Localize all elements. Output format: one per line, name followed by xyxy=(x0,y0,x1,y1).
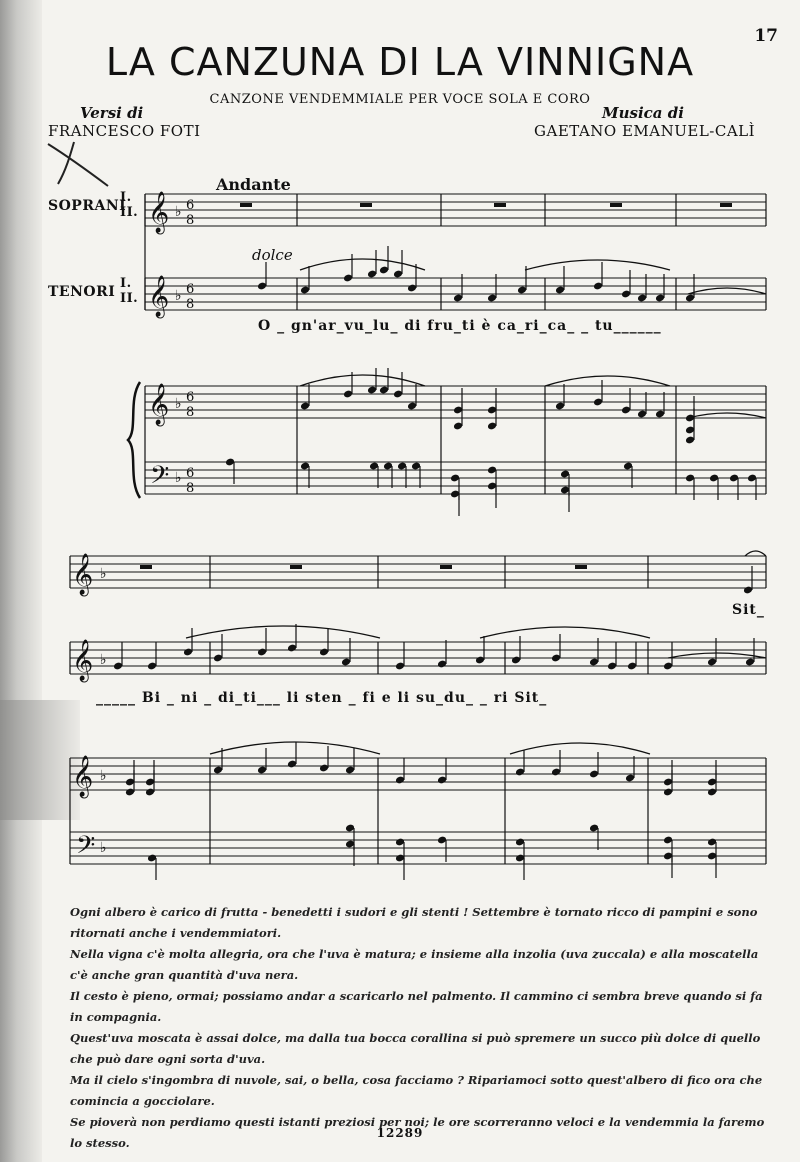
tenori-voices: I. II. xyxy=(120,276,139,306)
treble-clef: 𝄞 xyxy=(72,554,94,595)
lyrics-line-2-top: Sit_ xyxy=(732,602,765,618)
rest xyxy=(610,203,622,207)
treble-clef: 𝄞 xyxy=(148,276,170,317)
composer-name: GAETANO EMANUEL-CALÌ xyxy=(534,122,756,140)
slur xyxy=(668,653,766,658)
translation-paragraph: Nella vigna c'è molta allegria, ora che l'uva è matura; e insieme alla inzolia (uva zuccala) e alla moscatella c'è anche gran quantità d'uva nera. xyxy=(70,947,759,982)
slur xyxy=(688,288,766,294)
key-signature: ♭ xyxy=(100,768,107,784)
soprani-voices: I. II. xyxy=(120,190,139,220)
rest xyxy=(290,565,302,569)
treble-clef: 𝄞 xyxy=(148,384,170,425)
slur xyxy=(480,627,650,638)
rest xyxy=(440,565,452,569)
translation-notes xyxy=(70,902,770,1154)
time-signature: 8 xyxy=(186,213,195,228)
time-signature: 6 xyxy=(186,466,195,481)
tenori-label: TENORI xyxy=(48,284,116,300)
piano-brace xyxy=(128,382,140,498)
slur xyxy=(510,743,650,754)
dynamic-marking: dolce xyxy=(252,246,293,264)
time-signature: 8 xyxy=(186,405,195,420)
soprani-label: SOPRANI xyxy=(48,198,127,214)
time-signature: 8 xyxy=(186,297,195,312)
lyricist-name: FRANCESCO FOTI xyxy=(48,122,201,140)
key-signature: ♭ xyxy=(175,396,182,412)
lyricist-label: Versi di xyxy=(80,104,144,122)
lyrics-line-1: O _ gn'ar_vu_lu_ di fru_ti è ca_ri_ca_ _ tu______ xyxy=(258,318,662,334)
lyrics-line-2: _____ Bi _ ni _ di_ti___ li sten _ fi e li su_du_ _ ri Sit_ xyxy=(96,690,548,706)
translation-paragraph: Il cesto è pieno, ormai; possiamo andar a scaricarlo nel palmento. Il cammino ci sembra breve quando si fa in compagnia. xyxy=(70,989,763,1024)
key-signature: ♭ xyxy=(175,470,182,486)
time-signature: 6 xyxy=(186,198,195,213)
time-signature: 6 xyxy=(186,390,195,405)
composer-label: Musica di xyxy=(602,104,684,122)
slur xyxy=(186,626,380,638)
slur xyxy=(300,259,425,270)
translation-paragraph: Ma il cielo s'ingombra di nuvole, sai, o bella, cosa facciamo ? Ripariamoci sotto quest'albero di fico ora che comincia a gocciolare. xyxy=(70,1073,763,1108)
rest xyxy=(575,565,587,569)
bass-clef: 𝄢 xyxy=(76,831,96,866)
rest xyxy=(720,203,732,207)
key-signature: ♭ xyxy=(100,652,107,668)
time-signature: 6 xyxy=(186,282,195,297)
slur xyxy=(300,375,425,386)
rest xyxy=(360,203,372,207)
page-number: 17 xyxy=(754,26,778,46)
translation-paragraph: Quest'uva moscata è assai dolce, ma dalla tua bocca corallina si può spremere un succo più dolce di quello che può dare ogni sorta d'uva. xyxy=(70,1031,761,1066)
slur xyxy=(525,260,670,270)
plate-number: 12289 xyxy=(376,1126,424,1140)
key-signature: ♭ xyxy=(175,288,182,304)
rest xyxy=(240,203,252,207)
bass-clef: 𝄢 xyxy=(150,461,170,496)
treble-clef: 𝄞 xyxy=(148,192,170,233)
subtitle: CANZONE VENDEMMIALE PER VOCE SOLA E CORO xyxy=(209,92,591,107)
slur xyxy=(745,551,766,556)
time-signature: 8 xyxy=(186,481,195,496)
rest xyxy=(140,565,152,569)
rest xyxy=(494,203,506,207)
tempo-marking: Andante xyxy=(216,175,291,194)
treble-clef: 𝄞 xyxy=(72,756,94,797)
key-signature: ♭ xyxy=(100,566,107,582)
key-signature: ♭ xyxy=(175,204,182,220)
page-title: LA CANZUNA DI LA VINNIGNA xyxy=(105,40,695,84)
treble-clef: 𝄞 xyxy=(72,640,94,681)
key-signature: ♭ xyxy=(100,840,107,856)
slur xyxy=(688,413,766,418)
translation-paragraph: Se pioverà non perdiamo questi istanti preziosi per noi; le ore scorreranno veloci e la vendemmia la faremo lo stesso. xyxy=(70,1115,765,1150)
translation-paragraph: Ogni albero è carico di frutta - benedetti i sudori e gli stenti ! Settembre è tornato ricco di pampini e sono ritornati anche i vendemmiatori. xyxy=(70,905,758,940)
